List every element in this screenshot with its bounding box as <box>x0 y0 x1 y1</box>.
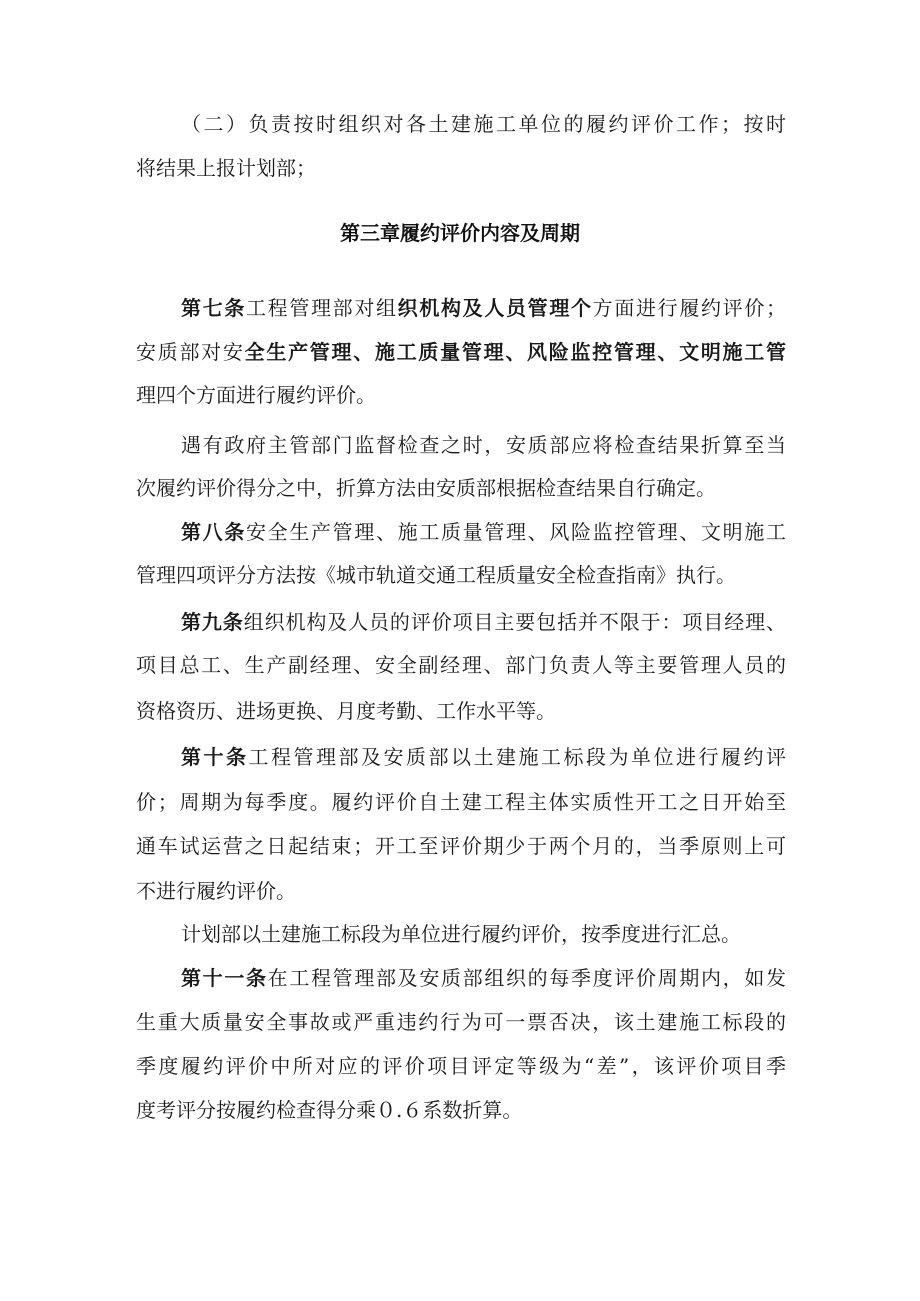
article-7-para-2-line-2: 次履约评价得分之中，折算方法由安质部根据检查结果自行确定。 <box>136 476 716 500</box>
article-9-line-1 <box>181 602 786 642</box>
article-9-label: 第九条 <box>181 610 244 634</box>
article-7-emphasis: 全生产管理、施工质量管理、风险监控管理、文明施工管 <box>244 340 787 364</box>
article-9-text: 组织机构及人员的评价项目主要包括并不限于：项目经理、 <box>243 610 787 634</box>
article-8-label: 第八条 <box>181 520 246 544</box>
article-11-line-4: 度考评分按履约检查得分乘０.６系数折算。 <box>136 1098 523 1122</box>
article-11-label: 第十一条 <box>181 966 268 990</box>
article-7-line-3: 理四个方面进行履约评价。 <box>136 383 376 407</box>
article-7-text: 工程管理部对组 <box>246 296 398 320</box>
article-8-line-2: 管理四项评分方法按《城市轨道交通工程质量安全检查指南》执行。 <box>136 563 736 587</box>
section-two-line-2: 将结果上报计划部； <box>136 156 316 180</box>
article-7-line-1 <box>181 288 786 328</box>
article-10-label: 第十条 <box>181 745 249 769</box>
article-10-text: 工程管理部及安质部以土建施工标段为单位进行履约评 <box>248 745 786 769</box>
article-7-text: 安质部对安 <box>136 340 245 364</box>
article-8-text: 安全生产管理、施工质量管理、风险监控管理、文明施工 <box>246 520 786 544</box>
chapter-title: 第三章履约评价内容及周期 <box>340 221 580 245</box>
article-8-line-1 <box>181 512 786 552</box>
article-11-text: 在工程管理部及安质部组织的每季度评价周期内，如发 <box>267 966 787 990</box>
article-7-para-2-line-1: 遇有政府主管部门监督检查之时，安质部应将检查结果折算至当 <box>181 433 786 457</box>
article-10-line-3: 通车试运营之日起结束；开工至评价期少于两个月的，当季原则上可 <box>136 834 786 858</box>
article-10-line-2: 价；周期为每季度。履约评价自土建工程主体实质性开工之日开始至 <box>136 790 786 814</box>
section-two-line-1: （二）负责按时组织对各土建施工单位的履约评价工作；按时 <box>181 112 786 136</box>
article-7-line-2 <box>136 332 786 372</box>
article-10-line-1 <box>181 737 786 777</box>
article-11-line-3: 季度履约评价中所对应的评价项目评定等级为“差”，该评价项目季 <box>136 1054 786 1078</box>
article-7-label: 第七条 <box>181 296 246 320</box>
article-9-line-3: 资格资历、进场更换、月度考勤、工作水平等。 <box>136 699 556 723</box>
article-10-para-2: 计划部以土建施工标段为单位进行履约评价，按季度进行汇总。 <box>181 922 741 946</box>
article-7-emphasis: 织机构及人员管理个 <box>397 296 593 320</box>
article-11-line-2: 生重大质量安全事故或严重违约行为可一票否决，该土建施工标段的 <box>136 1010 786 1034</box>
article-7-text: 方面进行履约评价； <box>592 296 787 320</box>
article-10-line-4: 不进行履约评价。 <box>136 879 296 903</box>
article-9-line-2: 项目总工、生产副经理、安全副经理、部门负责人等主要管理人员的 <box>136 653 786 677</box>
article-11-line-1 <box>181 958 786 998</box>
